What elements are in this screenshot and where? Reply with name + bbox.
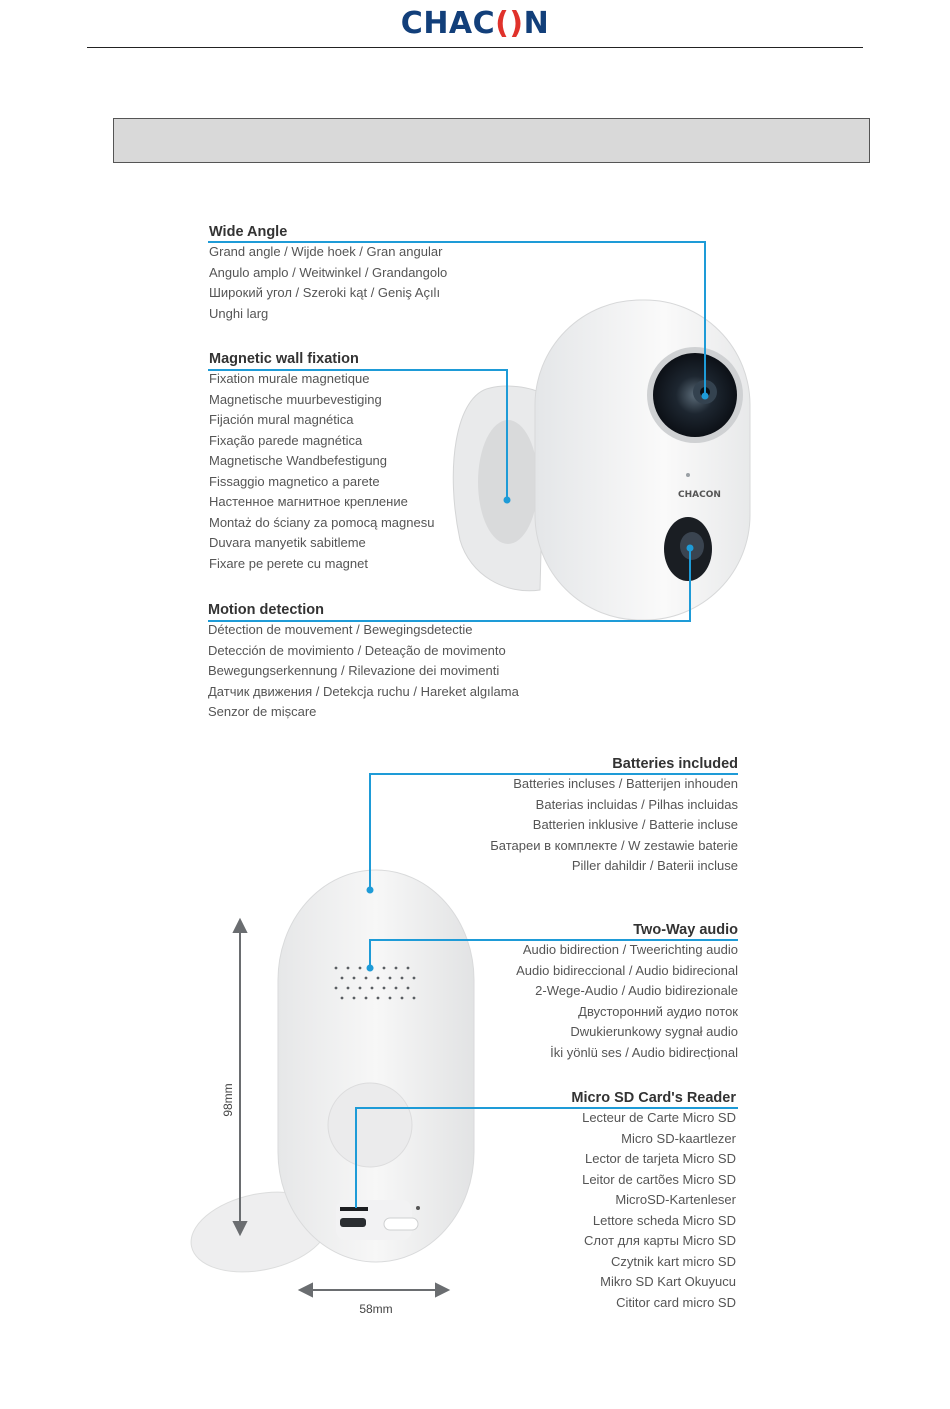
magnetic-block xyxy=(209,349,434,574)
sd-reader-line: Mikro SD Kart Okuyucu xyxy=(600,1274,736,1289)
batteries-line: Baterias incluidas / Pilhas incluidas xyxy=(535,796,738,812)
motion-line: Bewegungserkennung / Rilevazione dei movimenti xyxy=(208,663,500,678)
sd-reader-line: Слот для карты Micro SD xyxy=(584,1233,736,1248)
sd-reader-line: Leitor de cartões Micro SD xyxy=(582,1171,736,1187)
magnetic-line: Duvara manyetik sabitleme xyxy=(209,535,366,550)
two-way-title: Two-Way audio xyxy=(633,922,738,938)
motion-line: Detección de movimiento / Deteação de movimento xyxy=(208,642,506,658)
magnetic-mount xyxy=(453,386,545,591)
magnetic-title: Magnetic wall fixation xyxy=(209,351,359,367)
batteries-block xyxy=(490,754,738,877)
sd-reader-line: Czytnik kart micro SD xyxy=(611,1253,736,1269)
batteries-line: Batterien inklusive / Batterie incluse xyxy=(532,817,738,832)
camera-logo: CHACON xyxy=(678,490,721,500)
wide-angle-block xyxy=(209,222,447,324)
wide-angle-line: Unghi larg xyxy=(209,305,269,321)
magnetic-line: Настенное магнитное крепление xyxy=(209,494,408,509)
magnetic-line: Magnetische muurbevestiging xyxy=(209,391,382,407)
sd-reader-line: Micro SD-kaartlezer xyxy=(621,1130,736,1146)
sd-reader-line: Lettore scheda Micro SD xyxy=(592,1212,736,1228)
motion-block xyxy=(208,600,519,723)
two-way-line: Двусторонний аудио поток xyxy=(578,1003,738,1019)
batteries-line: Batteries incluses / Batterijen inhouden xyxy=(513,776,738,791)
magnetic-line: Montaż do ściany za pomocą magnesu xyxy=(209,514,435,530)
wide-angle-line: Angulo amplo / Weitwinkel / Grandangolo xyxy=(209,264,448,280)
magnetic-line: Magnetische Wandbefestigung xyxy=(209,453,388,468)
two-way-line: İki yönlü ses / Audio bidirecțional xyxy=(550,1044,738,1060)
wide-angle-line: Grand angle / Wijde hoek / Gran angular xyxy=(209,244,443,259)
magnetic-line: Fijación mural magnética xyxy=(209,412,354,427)
height-dimension: 98mm xyxy=(221,1083,235,1117)
camera-body-front xyxy=(535,300,750,620)
motion-line: Senzor de mișcare xyxy=(208,704,317,719)
chacon-logo: CHAC()N xyxy=(400,6,550,41)
sd-reader-line: MicroSD-Kartenleser xyxy=(615,1192,736,1207)
two-way-line: Audio bidirection / Tweerichting audio xyxy=(522,942,738,957)
batteries-line: Piller dahildir / Baterii incluse xyxy=(571,858,738,873)
wide-angle-line: Широкий угол / Szeroki kąt / Geniş Açılı xyxy=(209,285,441,300)
sd-reader-line: Lector de tarjeta Micro SD xyxy=(584,1151,736,1166)
motion-line: Détection de mouvement / Bewegingsdetectie xyxy=(208,622,473,637)
two-way-line: Dwukierunkowy sygnał audio xyxy=(570,1024,738,1039)
sd-reader-block xyxy=(571,1088,736,1313)
two-way-line: 2-Wege-Audio / Audio bidirezionale xyxy=(535,983,738,998)
wide-angle-title: Wide Angle xyxy=(209,224,288,240)
batteries-line: Батареи в комплекте / W zestawie baterie xyxy=(490,837,738,853)
sd-reader-line: Cititor card micro SD xyxy=(616,1294,736,1310)
magnetic-line: Fissaggio magnetico a parete xyxy=(209,473,380,489)
camera-body-back xyxy=(184,870,474,1284)
two-way-line: Audio bidireccional / Audio bidirecional xyxy=(516,962,738,978)
two-way-block xyxy=(516,920,738,1063)
magnetic-line: Fixação parede magnética xyxy=(209,432,363,448)
sd-reader-title: Micro SD Card's Reader xyxy=(571,1090,736,1106)
sd-reader-line: Lecteur de Carte Micro SD xyxy=(582,1110,736,1125)
magnetic-line: Fixation murale magnetique xyxy=(209,371,370,386)
batteries-title: Batteries included xyxy=(612,756,738,772)
motion-line: Датчик движения / Detekcja ruchu / Hareket algılama xyxy=(208,683,519,699)
logo-accent: () xyxy=(495,6,524,41)
motion-title: Motion detection xyxy=(208,602,324,618)
magnetic-line: Fixare pe perete cu magnet xyxy=(209,555,368,571)
width-dimension: 58mm xyxy=(359,1302,393,1316)
